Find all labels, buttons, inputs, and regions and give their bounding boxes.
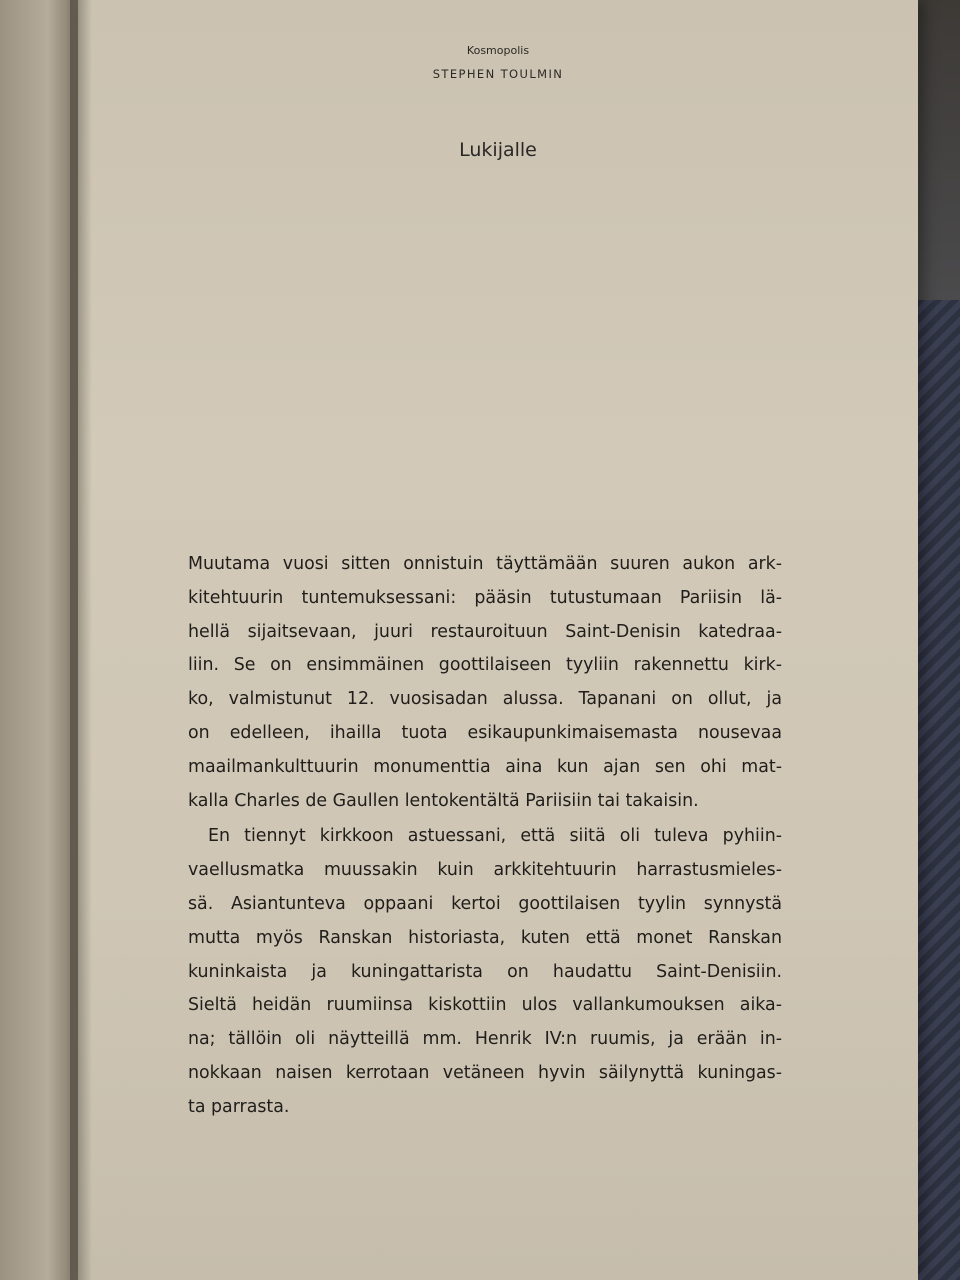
body-text bbox=[188, 548, 782, 1125]
text-line: sä. Asiantunteva oppaani kertoi goottilaisen tyylin synnystä bbox=[188, 893, 782, 914]
text-line: En tiennyt kirkkoon astuessani, että siitä oli tuleva pyhiin- bbox=[208, 826, 782, 847]
text-line: maailmankulttuurin monumenttia aina kun ajan sen ohi mat- bbox=[188, 756, 782, 777]
text-line: kitehtuurin tuntemuksessani: pääsin tutustumaan Pariisin lä- bbox=[188, 587, 782, 608]
chapter-heading: Lukijalle bbox=[459, 139, 537, 161]
facing-page-edge bbox=[0, 0, 80, 1280]
text-line: kalla Charles de Gaullen lentokentältä Pariisiin tai takaisin. bbox=[188, 790, 699, 811]
text-line: Sieltä heidän ruumiinsa kiskottiin ulos vallankumouksen aika- bbox=[188, 995, 782, 1016]
text-line: hellä sijaitsevaan, juuri restauroituun Saint-Denisin katedraa- bbox=[188, 621, 782, 642]
running-header-title: Kosmopolis bbox=[466, 44, 530, 57]
text-line: liin. Se on ensimmäinen goottilaiseen tyyliin rakennettu kirk- bbox=[188, 655, 782, 676]
text-line: ko, valmistunut 12. vuosisadan alussa. Tapanani on ollut, ja bbox=[188, 689, 782, 710]
text-line: nokkaan naisen kerrotaan vetäneen hyvin säilynyttä kuningas- bbox=[188, 1062, 782, 1083]
paragraph-1 bbox=[188, 548, 782, 818]
text-line: na; tällöin oli näytteillä mm. Henrik IV:n ruumis, ja erään in- bbox=[188, 1029, 782, 1050]
paragraph-2 bbox=[188, 820, 782, 1124]
text-line: Muutama vuosi sitten onnistuin täyttämään suuren aukon ark- bbox=[188, 554, 782, 574]
running-header-author: STEPHEN TOULMIN bbox=[432, 67, 564, 81]
text-line: kuninkaista ja kuningattarista on haudattu Saint-Denisiin. bbox=[188, 961, 782, 982]
text-line: ta parrasta. bbox=[188, 1096, 290, 1117]
text-line: mutta myös Ranskan historiasta, kuten että monet Ranskan bbox=[188, 927, 782, 948]
book-page bbox=[78, 0, 918, 1280]
text-line: vaellusmatka muussakin kuin arkkitehtuurin harrastusmieles- bbox=[188, 860, 782, 881]
text-line: on edelleen, ihailla tuota esikaupunkimaisemasta nousevaa bbox=[188, 722, 782, 743]
book-gutter-shadow bbox=[70, 0, 92, 1280]
